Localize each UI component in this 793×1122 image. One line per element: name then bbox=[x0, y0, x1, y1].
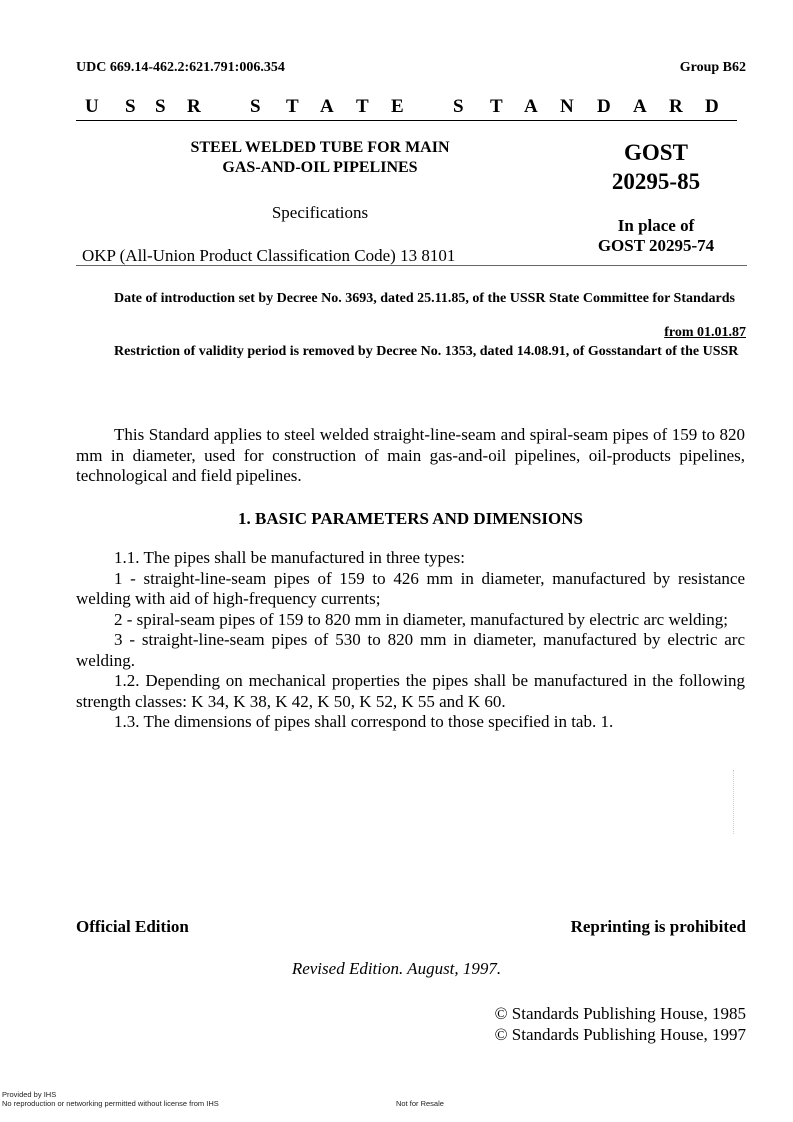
banner-letter: S bbox=[155, 96, 166, 117]
group-code: Group B62 bbox=[679, 60, 746, 75]
gost-code: 20295-85 bbox=[611, 169, 701, 194]
replaces-standard bbox=[570, 216, 742, 256]
banner-letter: U bbox=[85, 96, 99, 117]
copyright-1985: © Standards Publishing House, 1985 bbox=[494, 1004, 746, 1023]
replaced-gost-code: GOST 20295-74 bbox=[597, 236, 715, 255]
banner-letter: S bbox=[250, 96, 261, 117]
okp-code: OKP (All-Union Product Classification Code) 13 8101 bbox=[82, 246, 456, 265]
not-for-resale: Not for Resale bbox=[396, 1099, 444, 1108]
gost-label: GOST bbox=[624, 140, 688, 165]
title-line-1: STEEL WELDED TUBE FOR MAIN bbox=[190, 139, 450, 156]
banner-letter: R bbox=[669, 96, 683, 117]
banner-letter: A bbox=[524, 96, 538, 117]
banner-letter: E bbox=[391, 96, 404, 117]
scope-paragraph: This Standard applies to steel welded straight-line-seam and spiral-seam pipes of 159 to 820 mm in diameter, used for construction of main gas-and-oil pipelines, oil-products pipelines, technological and field pipelines. bbox=[76, 425, 745, 485]
banner-letter: S bbox=[453, 96, 464, 117]
banner-letter: T bbox=[286, 96, 299, 117]
type-2-item: 2 - spiral-seam pipes of 159 to 820 mm in diameter, manufactured by electric arc welding; bbox=[114, 609, 728, 629]
udc-code: UDC 669.14-462.2:621.791:006.354 bbox=[76, 60, 285, 75]
restriction-decree: Restriction of validity period is removed by Decree No. 1353, dated 14.08.91, of Gosstandart of the USSR bbox=[114, 344, 739, 359]
banner-letter: N bbox=[560, 96, 574, 117]
clause-1-1: 1.1. The pipes shall be manufactured in three types: bbox=[114, 548, 465, 567]
license-notice: No reproduction or networking permitted without license from IHS bbox=[2, 1099, 219, 1108]
type-1-item: 1 - straight-line-seam pipes of 159 to 426 mm in diameter, manufactured by resistance welding with aid of high-frequency currents; bbox=[76, 568, 745, 608]
document-title bbox=[120, 138, 520, 178]
revised-edition-note: Revised Edition. August, 1997. bbox=[291, 959, 502, 978]
clause-1-2: 1.2. Depending on mechanical properties the pipes shall be manufactured in the following strength classes: K 34, K 38, K 42, K 50, K 52, K 55 and K 60. bbox=[76, 671, 745, 711]
banner-letter: D bbox=[705, 96, 719, 117]
in-place-of-label: In place of bbox=[617, 216, 695, 235]
copyright-block bbox=[495, 1003, 746, 1045]
provider-footer bbox=[2, 1090, 219, 1108]
scan-artifact bbox=[733, 770, 734, 834]
banner-letter: T bbox=[356, 96, 369, 117]
type-3-item: 3 - straight-line-seam pipes of 530 to 820 mm in diameter, manufactured by electric arc welding. bbox=[76, 630, 745, 670]
banner-letter: A bbox=[633, 96, 647, 117]
banner-letter: D bbox=[597, 96, 611, 117]
banner-letter: R bbox=[187, 96, 201, 117]
ussr-state-standard-banner bbox=[76, 96, 737, 121]
effective-date: from 01.01.87 bbox=[664, 325, 746, 340]
clause-1-3: 1.3. The dimensions of pipes shall correspond to those specified in tab. 1. bbox=[114, 712, 614, 731]
header-divider bbox=[76, 265, 747, 266]
banner-letter: A bbox=[320, 96, 334, 117]
banner-letter: T bbox=[490, 96, 503, 117]
provided-by: Provided by IHS bbox=[2, 1090, 57, 1099]
title-line-2: GAS-AND-OIL PIPELINES bbox=[222, 159, 418, 176]
specifications-label: Specifications bbox=[271, 203, 369, 222]
copyright-1997: © Standards Publishing House, 1997 bbox=[494, 1025, 746, 1044]
section-heading: 1. BASIC PARAMETERS AND DIMENSIONS bbox=[238, 509, 583, 528]
reprint-notice: Reprinting is prohibited bbox=[570, 917, 746, 936]
section-body bbox=[76, 548, 745, 733]
introduction-decree: Date of introduction set by Decree No. 3693, dated 25.11.85, of the USSR State Committee for Standards bbox=[114, 291, 736, 306]
official-edition-label: Official Edition bbox=[76, 917, 189, 936]
banner-letter: S bbox=[125, 96, 136, 117]
gost-number bbox=[570, 138, 742, 196]
